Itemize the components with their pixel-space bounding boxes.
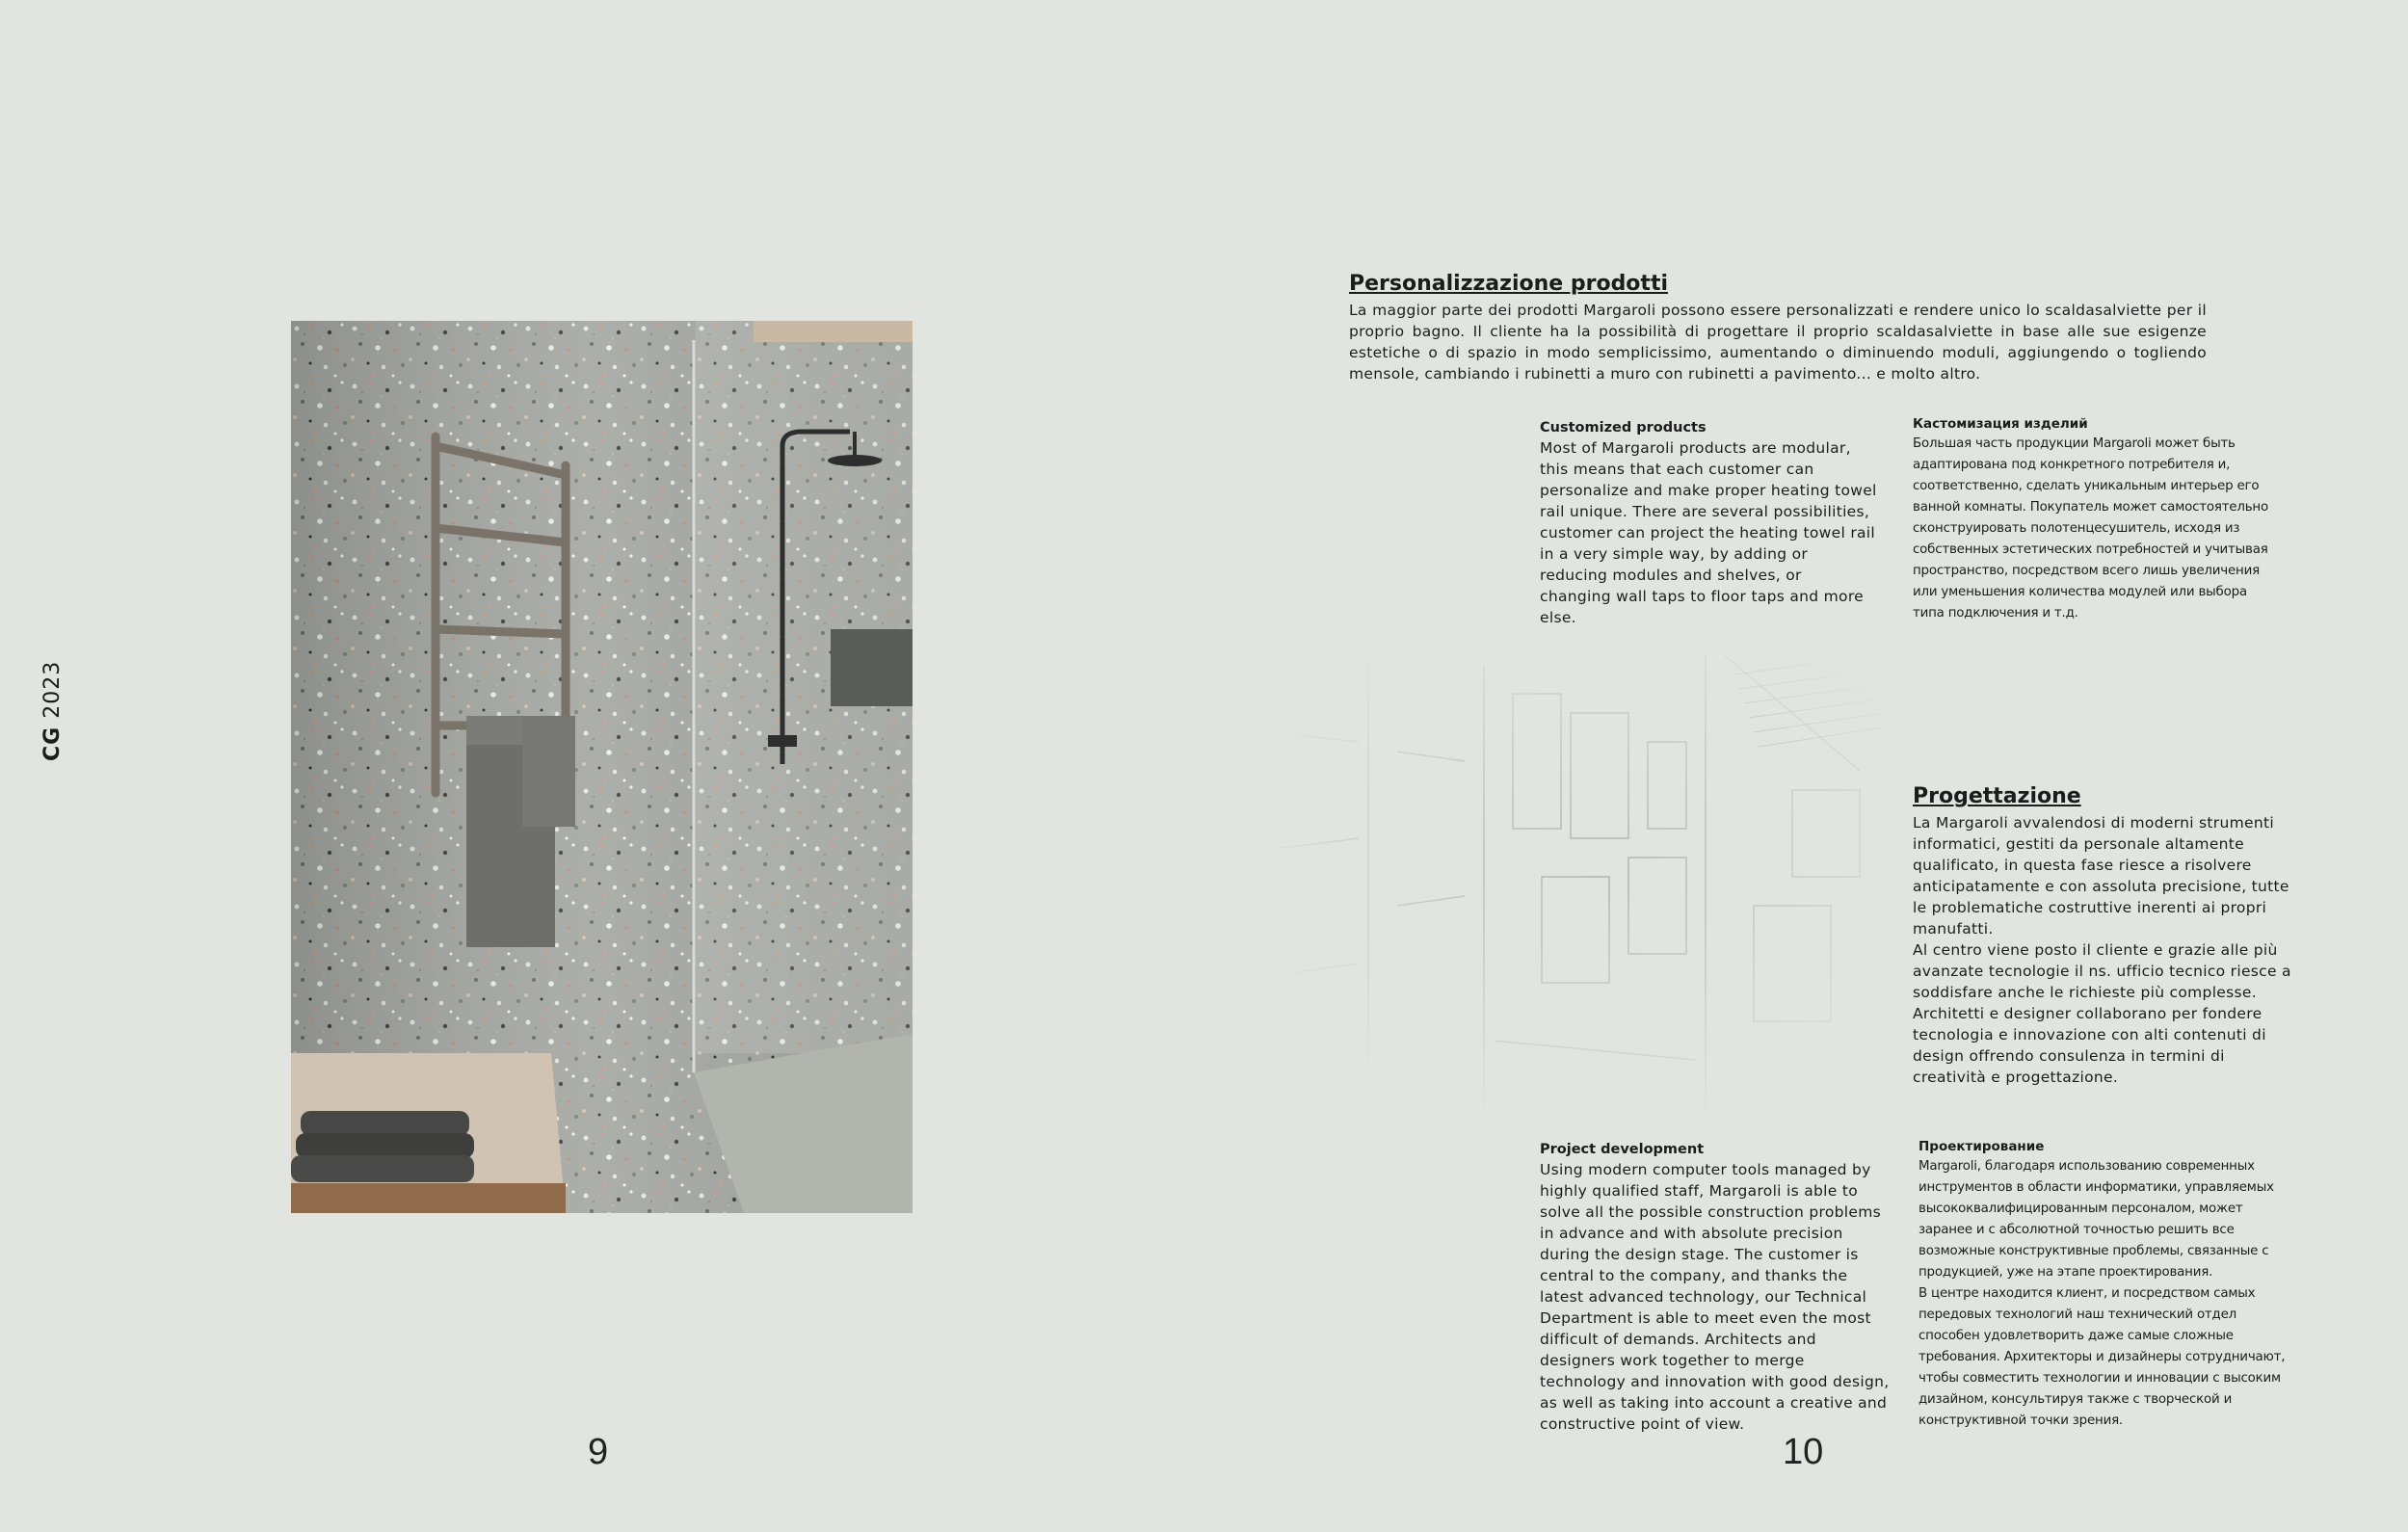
project-ru-text-2: В центре находится клиент, и посредством самых передовых технологий наш технический отдел способен удовлетворить даже самые сложные требования. Архитекторы и дизайнеры сотрудничают, чтобы совместить технологии и инновации с высоким дизайном, консультируя также с творческой и конструктивной точки зрения. bbox=[1918, 1286, 2286, 1428]
project-ru-title: Проектирование bbox=[1918, 1139, 2045, 1154]
personalizzazione-text: La maggior parte dei prodotti Margaroli possono essere personalizzati e rendere unico lo scaldasalviette per il proprio bagno. Il cliente ha la possibilità di progettare il proprio scaldasalviette in base alle sue esigenze estetiche o di spazio in modo semplicissimo, aumentando o diminuendo moduli, aggiungendo o togliendo mensole, cambiando i rubinetti a muro con rubinetti a pavimento... e molto altro. bbox=[1349, 302, 2207, 383]
customized-ru-title: Кастомизация изделий bbox=[1913, 416, 2088, 432]
bathroom-photo bbox=[291, 321, 913, 1213]
customized-en-text: Most of Margaroli products are modular, this means that each customer can personalize and make proper heating towel rail unique. There are several possibilities, customer can project the heating towel rail in a very simple way, by adding or reducing modules and shelves, or changing wall taps to floor taps and more else. bbox=[1540, 439, 1877, 626]
project-ru-section bbox=[1918, 1139, 2294, 1432]
customized-en-title: Customized products bbox=[1540, 420, 1707, 436]
project-en-section bbox=[1540, 1142, 1892, 1435]
progettazione-text-1: La Margaroli avvalendosi di moderni strumenti informatici, gestiti da personale altamente qualificato, in questa fase riesce a risolvere anticipatamente e con assoluta precisione, tutte le problematiche costruttive inerenti ai propri manufatti. bbox=[1913, 814, 2289, 938]
progettazione-text-2: Al centro viene posto il cliente e grazie alle più avanzate tecnologie il ns. ufficio tecnico riesce a soddisfare anche le richieste più complesse. Architetti e designer collaborano per fondere tecnologia e innovazione con alti contenuti di design offrendo consulenza in termini di creatività e progettazione. bbox=[1913, 941, 2291, 1086]
personalizzazione-title: Personalizzazione prodotti bbox=[1349, 272, 1668, 296]
progettazione-title: Progettazione bbox=[1913, 784, 2081, 808]
page-number-right: 10 bbox=[1783, 1432, 1824, 1472]
customized-ru-section bbox=[1913, 416, 2279, 624]
customized-en-section bbox=[1540, 420, 1877, 628]
spine-label bbox=[40, 568, 79, 761]
design-sketch-image bbox=[1253, 655, 1889, 1118]
spine-year: 2023 bbox=[40, 660, 65, 719]
customized-ru-text: Большая часть продукции Margaroli может быть адаптирована под конкретного потребителя и, соответственно, сделать уникальным интерьер его ванной комнаты. Покупатель может самостоятельно сконструировать полотенцесушитель, исходя из собственных эстетических потребностей и учитывая пространство, посредством всего лишь увеличения или уменьшения количества модулей или выбора типа подключения и т.д. bbox=[1913, 436, 2268, 621]
page-number-left: 9 bbox=[588, 1432, 609, 1472]
project-en-text: Using modern computer tools managed by highly qualified staff, Margaroli is able to solve all the possible construction problems in advance and with absolute precision during the design stage. The customer is central to the company, and thanks the latest advanced technology, our Technical Department is able to meet even the most difficult of demands. Architects and designers work together to merge technology and innovation with good design, as well as taking into account a creative and constructive point of view. bbox=[1540, 1161, 1890, 1433]
project-ru-text-1: Margaroli, благодаря использованию современных инструментов в области информатики, управляемых высококвалифицированным персоналом, может заранее и с абсолютной точностью решить все возможные конструктивные проблемы, связанные с продукцией, уже на этапе проектирования. bbox=[1918, 1159, 2274, 1280]
spine-brand: CG bbox=[40, 726, 65, 761]
personalizzazione-section bbox=[1349, 272, 2207, 384]
project-en-title: Project development bbox=[1540, 1142, 1705, 1157]
progettazione-section bbox=[1913, 784, 2293, 1088]
